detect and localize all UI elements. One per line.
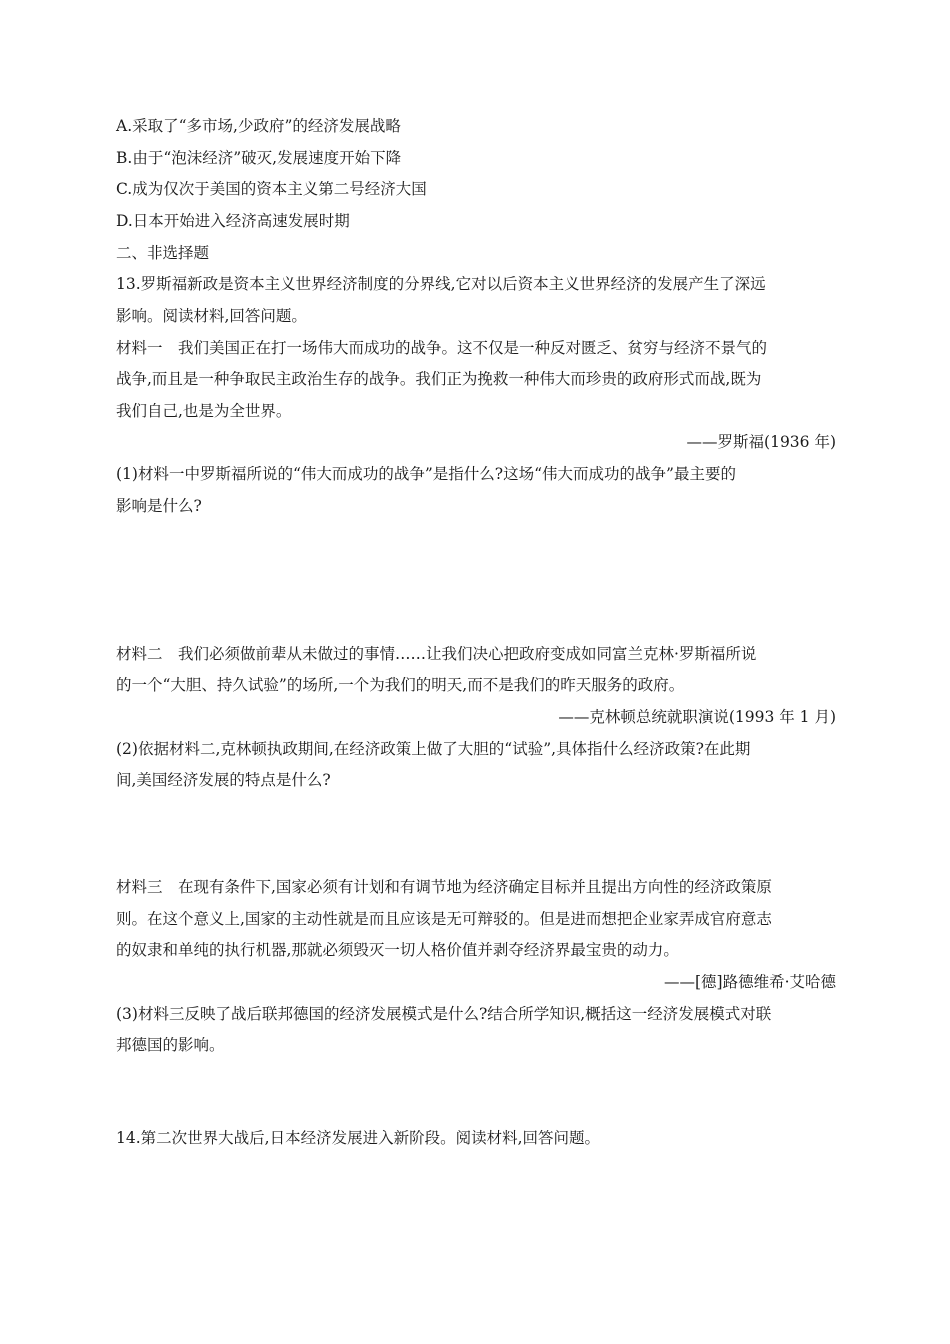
material-3-line-1: 材料三 在现有条件下,国家必须有计划和有调节地为经济确定目标并且提出方向性的经济政策原 [116, 878, 772, 896]
material-1-line-1: 材料一 我们美国正在打一场伟大而成功的战争。这不仅是一种反对匮乏、贫穷与经济不景气的 [116, 339, 768, 357]
option-b: B.由于“泡沫经济”破灭,发展速度开始下降 [116, 149, 402, 167]
material-2-source: ——克林顿总统就职演说(1993 年 1 月) [558, 708, 836, 726]
material-2-line-2: 的一个“大胆、持久试验”的场所,一个为我们的明天,而不是我们的昨天服务的政府。 [116, 676, 685, 694]
material-3-source: ——[德]路德维希·艾哈德 [663, 973, 836, 991]
q14-stem: 14.第二次世界大战后,日本经济发展进入新阶段。阅读材料,回答问题。 [116, 1129, 601, 1147]
option-c: C.成为仅次于美国的资本主义第二号经济大国 [116, 180, 427, 198]
option-a: A.采取了“多市场,少政府”的经济发展战略 [116, 117, 401, 135]
material-1-source: ——罗斯福(1936 年) [686, 433, 836, 451]
q13-sub-3-line-2: 邦德国的影响。 [116, 1036, 225, 1054]
q13-sub-2-line-1: (2)依据材料二,克林顿执政期间,在经济政策上做了大胆的“试验”,具体指什么经济政策?在此期 [116, 740, 751, 758]
material-3-line-2: 则。在这个意义上,国家的主动性就是而且应该是无可辩驳的。但是进而想把企业家弄成官府意志 [116, 910, 772, 928]
q13-sub-1-line-2: 影响是什么? [116, 497, 202, 515]
q13-stem-line-2: 影响。阅读材料,回答问题。 [116, 307, 307, 325]
material-2-line-1: 材料二 我们必须做前辈从未做过的事情……让我们决心把政府变成如同富兰克林·罗斯福所说 [116, 645, 757, 663]
material-3-line-3: 的奴隶和单纯的执行机器,那就必须毁灭一切人格价值并剥夺经济界最宝贵的动力。 [116, 941, 679, 959]
material-1-line-2: 战争,而且是一种争取民主政治生存的战争。我们正为挽救一种伟大而珍贵的政府形式而战,既为 [116, 370, 762, 388]
q13-sub-3-line-1: (3)材料三反映了战后联邦德国的经济发展模式是什么?结合所学知识,概括这一经济发展模式对联 [116, 1005, 772, 1023]
q13-sub-2-line-2: 间,美国经济发展的特点是什么? [116, 771, 331, 789]
material-1-line-3: 我们自己,也是为全世界。 [116, 402, 292, 420]
section-heading: 二、非选择题 [116, 244, 210, 262]
q13-stem-line-1: 13.罗斯福新政是资本主义世界经济制度的分界线,它对以后资本主义世界经济的发展产生了深远 [116, 275, 766, 293]
option-d: D.日本开始进入经济高速发展时期 [116, 212, 350, 230]
q13-sub-1-line-1: (1)材料一中罗斯福所说的“伟大而成功的战争”是指什么?这场“伟大而成功的战争”最主要的 [116, 465, 736, 483]
